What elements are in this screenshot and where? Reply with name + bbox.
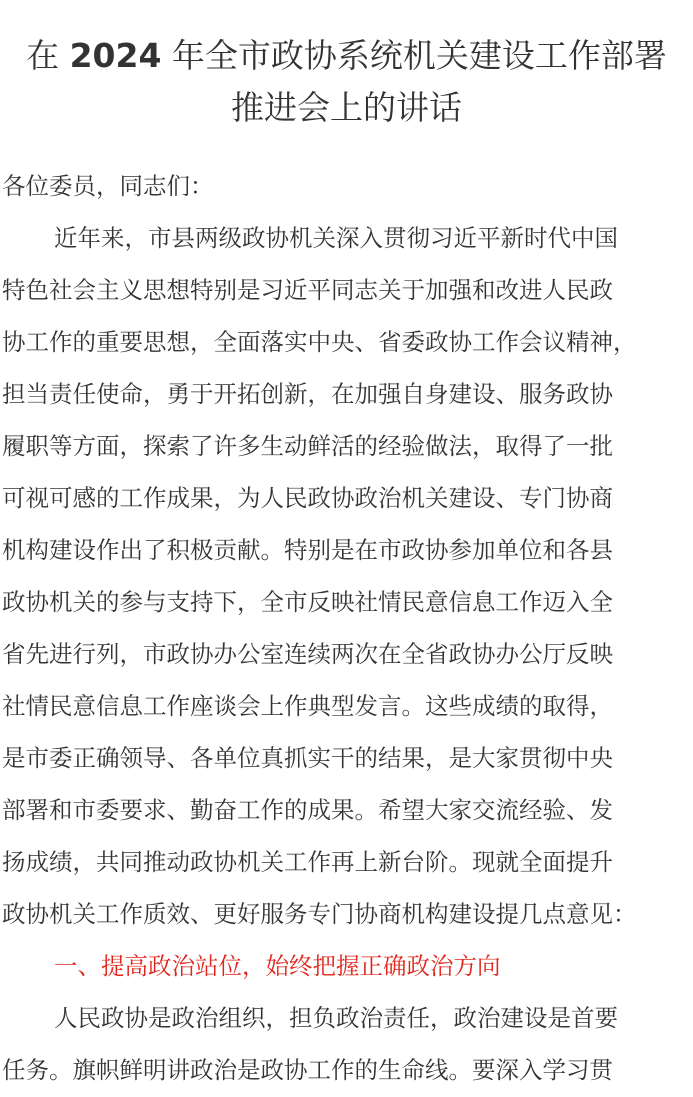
title-line-1 (0, 30, 693, 82)
title-year: 2024 (69, 36, 162, 75)
paragraph-line: 部署和市委要求、勤奋工作的成果。希望大家交流经验、发 (2, 796, 613, 824)
paragraph-line: 人民政协是政治组织，担负政治责任，政治建设是首要 (54, 1004, 618, 1032)
paragraph-line: 是市委正确领导、各单位真抓实干的结果，是大家贯彻中央 (2, 744, 613, 772)
paragraph-line: 机构建设作出了积极贡献。特别是在市政协参加单位和各县 (2, 536, 613, 564)
salutation (2, 160, 692, 212)
paragraph-line: 特色社会主义思想特别是习近平同志关于加强和改进人民政 (2, 276, 613, 304)
paragraph-line: 可视可感的工作成果，为人民政协政治机关建设、专门协商 (2, 484, 613, 512)
document-title (0, 0, 693, 134)
paragraph-2 (2, 992, 692, 1096)
paragraph-line: 社情民意信息工作座谈会上作典型发言。这些成绩的取得， (2, 692, 613, 720)
paragraph-line: 政协机关的参与支持下，全市反映社情民意信息工作迈入全 (2, 588, 613, 616)
section-heading-text: 一、提高政治站位，始终把握正确政治方向 (54, 952, 501, 980)
title-prefix: 在 (26, 36, 70, 75)
paragraph-line: 政协机关工作质效、更好服务专门协商机构建设提几点意见： (2, 900, 637, 928)
paragraph-line: 近年来，市县两级政协机关深入贯彻习近平新时代中国 (54, 224, 618, 252)
paragraph-1 (2, 212, 692, 940)
paragraph-line: 担当责任使命，勇于开拓创新，在加强自身建设、服务政协 (2, 380, 613, 408)
paragraph-line: 扬成绩，共同推动政协机关工作再上新台阶。现就全面提升 (2, 848, 613, 876)
salutation-text: 各位委员，同志们： (2, 172, 214, 200)
section-heading-1 (2, 940, 692, 992)
title-line-2: 推进会上的讲话 (231, 88, 462, 127)
paragraph-line: 省先进行列，市政协办公室连续两次在全省政协办公厅反映 (2, 640, 613, 668)
title-suffix: 年全市政协系统机关建设工作部署 (161, 36, 667, 75)
paragraph-line: 履职等方面，探索了许多生动鲜活的经验做法，取得了一批 (2, 432, 613, 460)
paragraph-line: 任务。旗帜鲜明讲政治是政协工作的生命线。要深入学习贯 (2, 1056, 613, 1084)
document-body (2, 160, 692, 1096)
paragraph-line: 协工作的重要思想，全面落实中央、省委政协工作会议精神， (2, 328, 637, 356)
